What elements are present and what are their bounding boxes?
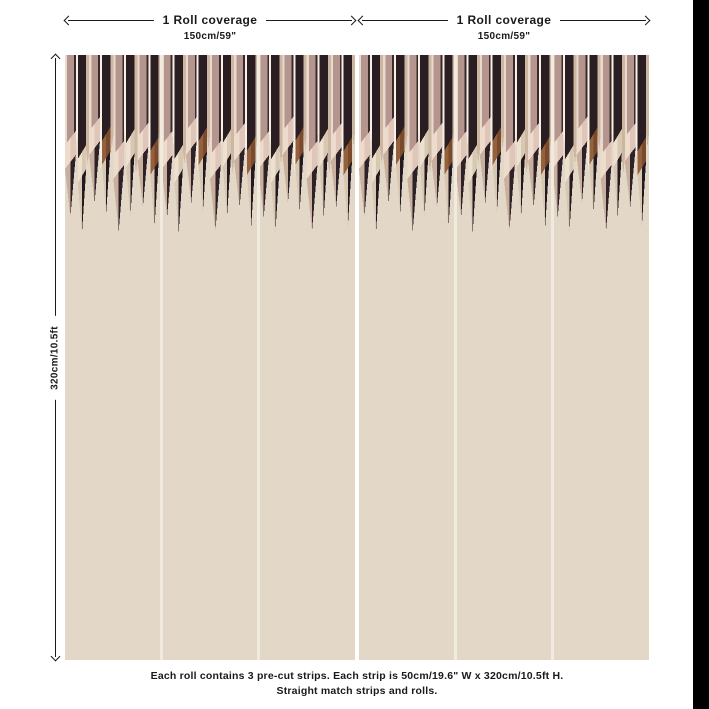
wallpaper-pattern (359, 55, 649, 660)
dimension-line (266, 20, 352, 21)
wallpaper-roll-2 (359, 55, 649, 660)
wallpaper-roll-1 (65, 55, 355, 660)
arrow-left-icon (358, 15, 368, 25)
roll1-size-label: 150cm/59" (183, 31, 237, 42)
arrow-down-icon (51, 652, 61, 662)
right-edge-bar (693, 0, 709, 709)
roll2-coverage-label: 1 Roll coverage (456, 13, 552, 27)
arrow-right-icon (347, 15, 357, 25)
roll2-size-label: 150cm/59" (477, 31, 531, 42)
caption-line-2: Straight match strips and rolls. (276, 685, 438, 697)
height-size-label: 320cm/10.5ft (48, 316, 63, 400)
roll1-coverage-dimension (65, 12, 355, 48)
dimension-line (68, 20, 154, 21)
roll2-coverage-dimension (359, 12, 649, 48)
wallpaper-pattern (65, 55, 355, 660)
arrow-right-icon (641, 15, 651, 25)
roll1-arrow-line (65, 12, 355, 28)
dimension-line (362, 20, 448, 21)
roll1-coverage-label: 1 Roll coverage (162, 13, 258, 27)
caption-line-1: Each roll contains 3 pre-cut strips. Each strip is 50cm/19.6" W x 320cm/10.5ft H. (150, 670, 564, 682)
wallpaper-preview (65, 55, 649, 660)
height-dimension (49, 55, 62, 660)
arrow-left-icon (64, 15, 74, 25)
dimension-line (560, 20, 646, 21)
roll2-arrow-line (359, 12, 649, 28)
product-caption (65, 669, 649, 699)
